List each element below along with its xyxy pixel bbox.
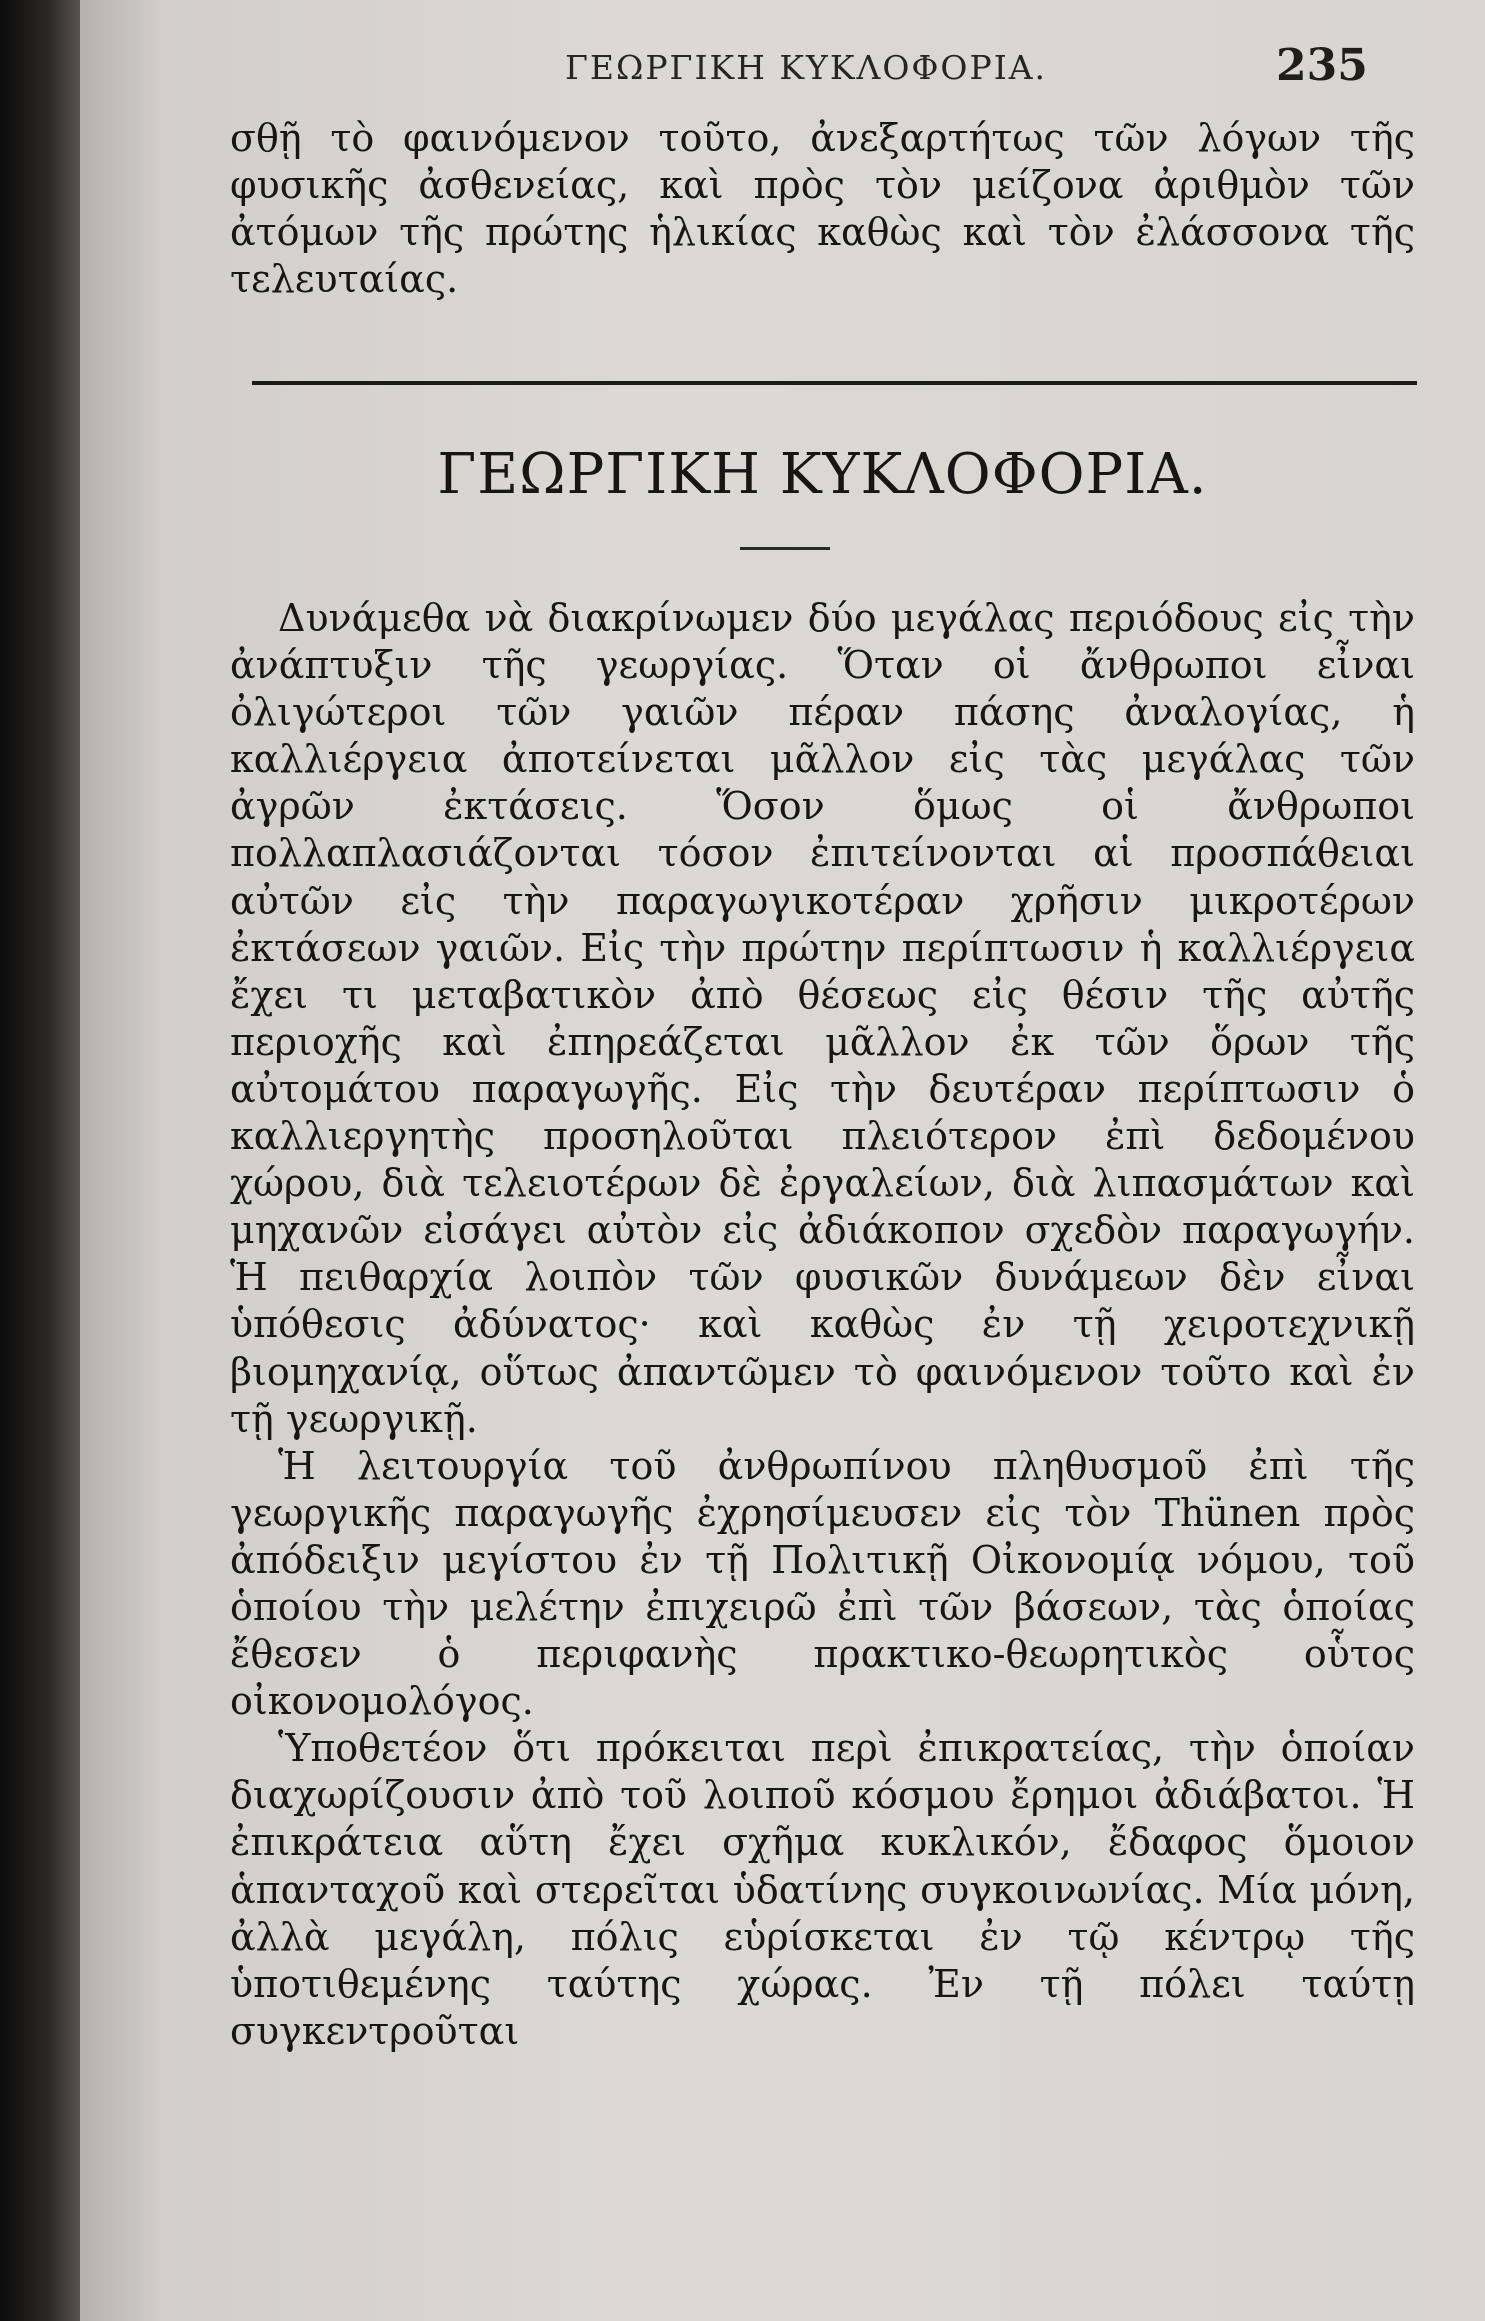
paragraph-2: Ἡ λειτουργία τοῦ ἀνθρωπίνου πληθυσμοῦ ἐπὶ τῆς γεωργικῆς παραγωγῆς ἐχρησίμευσεν εἰς τὸν Thünen πρὸς ἀπόδειξιν μεγίστου ἐν τῇ Πολιτικῇ Οἰκονομίᾳ νόμου, τοῦ ὁποίου τὴν μελέτην ἐπιχειρῶ ἐπὶ τῶν βάσεων, τὰς ὁποίας ἔθεσεν ὁ περιφανὴς πρακτικο-θεωρητικὸς οὗτος οἰκονομολόγος. [230, 1443, 1415, 1724]
running-title: ΓΕΩΡΓΙΚΗ ΚΥΚΛΟΦΟΡΙΑ. [565, 48, 1048, 87]
book-page [80, 0, 1485, 2321]
carry-over-paragraph [230, 115, 1415, 303]
page-number: 235 [1276, 40, 1368, 91]
section-divider-rule [252, 381, 1417, 385]
section-heading: ΓΕΩΡΓΙΚΗ ΚΥΚΛΟΦΟΡΙΑ. [437, 442, 1208, 507]
paragraph-1: Δυνάμεθα νὰ διακρίνωμεν δύο μεγάλας περιόδους εἰς τὴν ἀνάπτυξιν τῆς γεωργίας. Ὅταν οἱ ἄνθρωποι εἶναι ὀλιγώτεροι τῶν γαιῶν πέραν πάσης ἀναλογίας, ἡ καλλιέργεια ἀποτείνεται μᾶλλον εἰς τὰς μεγάλας τῶν ἀγρῶν ἐκτάσεις. Ὅσον ὅμως οἱ ἄνθρωποι πολλαπλασιάζονται τόσον ἐπιτείνονται αἱ προσπάθειαι αὐτῶν εἰς τὴν παραγωγικοτέραν χρῆσιν μικροτέρων ἐκτάσεων γαιῶν. Εἰς τὴν πρώτην περίπτωσιν ἡ καλλιέργεια ἔχει τι μεταβατικὸν ἀπὸ θέσεως εἰς θέσιν τῆς αὐτῆς περιοχῆς καὶ ἐπηρεάζεται μᾶλλον ἐκ τῶν ὅρων τῆς αὐτομάτου παραγωγῆς. Εἰς τὴν δευτέραν περίπτωσιν ὁ καλλιεργητὴς προσηλοῦται πλειότερον ἐπὶ δεδομένου χώρου, διὰ τελειοτέρων δὲ ἐργαλείων, διὰ λιπασμάτων καὶ μηχανῶν εἰσάγει αὐτὸν εἰς ἀδιάκοπον σχεδὸν παραγωγήν. Ἡ πειθαρχία λοιπὸν τῶν φυσικῶν δυνάμεων δὲν εἶναι ὑπόθεσις ἀδύνατος· καὶ καθὼς ἐν τῇ χειροτεχνικῇ βιομηχανίᾳ, οὕτως ἀπαντῶμεν τὸ φαινόμενον τοῦτο καὶ ἐν τῇ γεωργικῇ. [230, 596, 1415, 1441]
section-body [230, 595, 1415, 2055]
running-head [80, 38, 1485, 98]
heading-underline-dash [740, 547, 830, 550]
carry-over-text: σθῇ τὸ φαινόμενον τοῦτο, ἀνεξαρτήτως τῶν λόγων τῆς φυσικῆς ἀσθενείας, καὶ πρὸς τὸν μείζονα ἀριθμὸν τῶν ἀτόμων τῆς πρώτης ἡλικίας καθὼς καὶ τὸν ἐλάσσονα τῆς τελευταίας. [230, 116, 1415, 301]
paragraph-3: Ὑποθετέον ὅτι πρόκειται περὶ ἐπικρατείας, τὴν ὁποίαν διαχωρίζουσιν ἀπὸ τοῦ λοιποῦ κόσμου ἔρημοι ἀδιάβατοι. Ἡ ἐπικράτεια αὕτη ἔχει σχῆμα κυκλικόν, ἔδαφος ὅμοιον ἁπανταχοῦ καὶ στερεῖται ὑδατίνης συγκοινωνίας. Μία μόνη, ἀλλὰ μεγάλη, πόλις εὑρίσκεται ἐν τῷ κέντρῳ τῆς ὑποτιθεμένης ταύτης χώρας. Ἐν τῇ πόλει ταύτῃ συγκεντροῦται [230, 1726, 1415, 2053]
book-gutter [0, 0, 80, 2321]
